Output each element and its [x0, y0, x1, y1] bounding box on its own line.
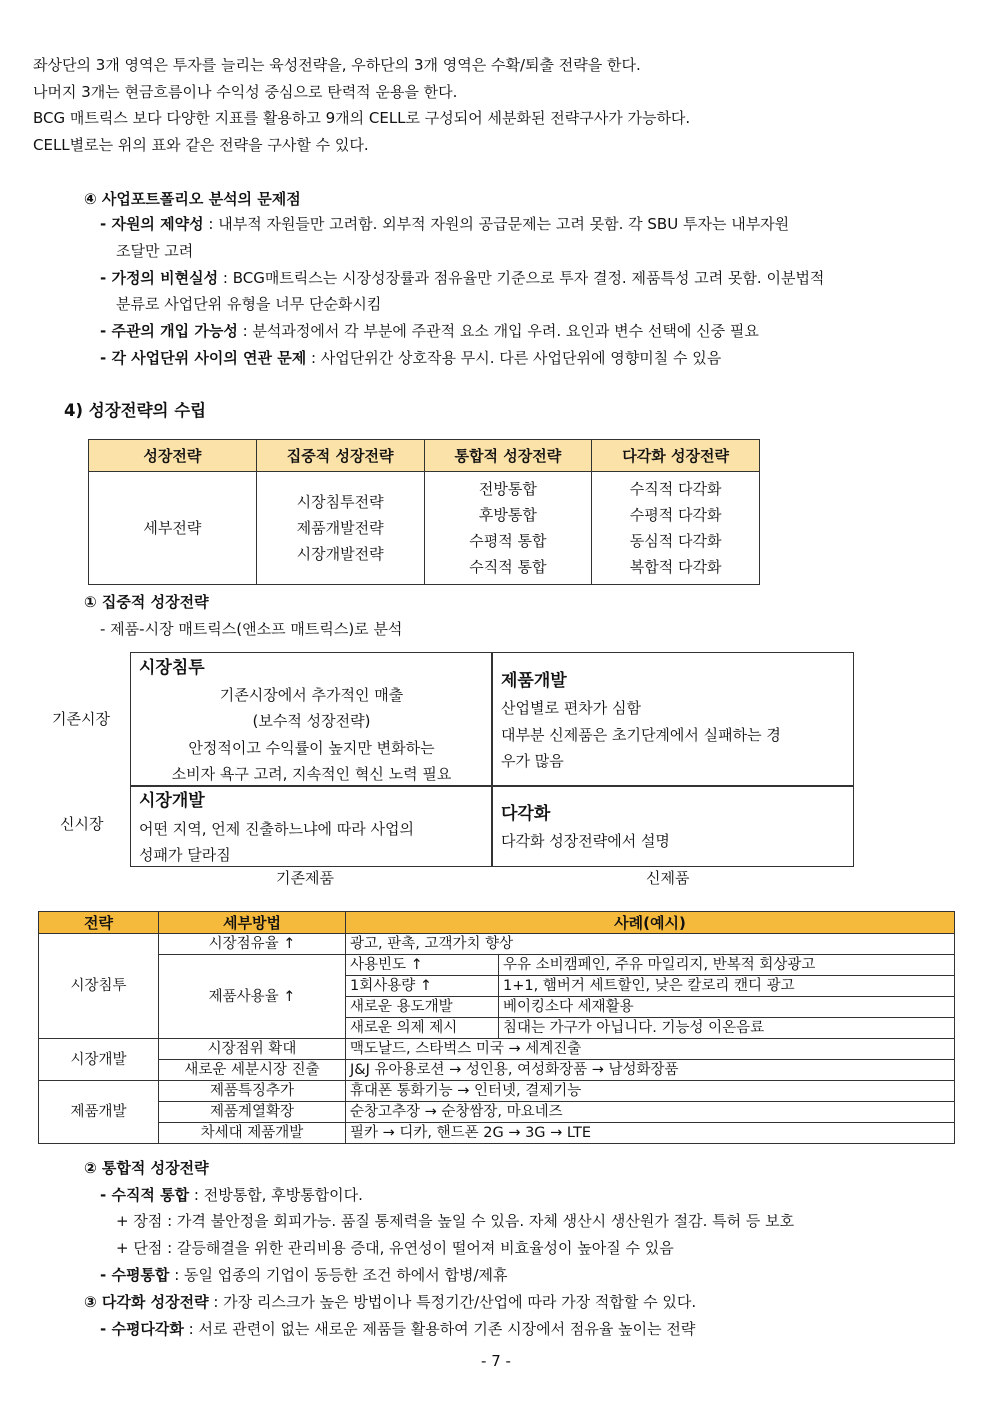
text: : 동일 업종의 기업이 동등한 조건 하에서 합병/제휴: [169, 1266, 508, 1284]
cell-item: 수평적 통합: [469, 532, 547, 550]
horizontal-integration-line: [100, 1265, 507, 1285]
term: - 수평통합: [100, 1266, 170, 1284]
method-cell: 제품특징추가: [159, 1081, 346, 1102]
matrix-cell-text: 우가 많음: [501, 752, 564, 770]
sub-method-cell: 새로운 용도개발: [346, 997, 499, 1018]
matrix-cell-title: 다각화: [501, 804, 551, 824]
table-row: [39, 955, 955, 976]
problem-text: : 내부적 자원들만 고려함. 외부적 자원의 공급문제는 고려 못함. 각 SBU 투자는 내부자원: [203, 215, 790, 233]
intro-line-4: CELL별로는 위의 표와 같은 전략을 구사할 수 있다.: [33, 136, 369, 154]
header-cell: 성장전략: [89, 440, 257, 472]
header-cell: 세부방법: [159, 912, 346, 934]
example-cell: 침대는 가구가 아닙니다. 기능성 이온음료: [499, 1018, 955, 1039]
cell-item: 수직적 다각화: [629, 480, 722, 498]
table-header-row: [89, 440, 760, 472]
table-row: [39, 1123, 955, 1144]
cell-item: 복합적 다각화: [629, 558, 722, 576]
row-label-existing-market: 기존시장: [52, 710, 110, 728]
matrix-cell-market-development: [130, 785, 493, 867]
header-cell: 사례(예시): [346, 912, 955, 934]
header-cell: 다각화 성장전략: [592, 440, 760, 472]
method-cell: 제품사용율 ↑: [159, 955, 346, 1039]
table-row: [39, 934, 955, 955]
problem-text: : BCG매트릭스는 시장성장률과 점유율만 기준으로 투자 결정. 제품특성 고려 못함. 이분법적: [218, 269, 825, 287]
example-cell: 베이킹소다 세재활용: [499, 997, 955, 1018]
strategy-label: 시장개발: [39, 1039, 159, 1081]
pro-line: + 장점 : 가격 불안정을 회피가능. 품질 통제력을 높일 수 있음. 자체 생산시 생산원가 절감. 특허 등 보호: [116, 1212, 795, 1230]
text: : 가장 리스크가 높은 방법이나 특정기간/산업에 따라 가장 적합할 수 있다.: [208, 1293, 697, 1311]
text: : 전방통합, 후방통합이다.: [189, 1186, 363, 1204]
strategy-label: 제품개발: [39, 1081, 159, 1144]
intensive-cell: [256, 472, 424, 585]
matrix-cell-title: 제품개발: [501, 671, 567, 691]
intensive-sub: - 제품-시장 매트릭스(앤소프 매트릭스)로 분석: [100, 620, 403, 638]
col-label-existing-product: 기존제품: [276, 869, 334, 887]
table-row: [39, 1102, 955, 1123]
problem-term: - 자원의 제약성: [100, 215, 204, 233]
problem-item-4: [100, 348, 721, 368]
table-header-row: [39, 912, 955, 934]
matrix-cell-text: 어떤 지역, 언제 진출하느냐에 따라 사업의: [139, 820, 414, 838]
row-label: 세부전략: [89, 472, 257, 585]
matrix-cell-title: 시장개발: [139, 791, 205, 811]
strategy-label: 시장침투: [39, 934, 159, 1039]
section-heading: 4) 성장전략의 수립: [64, 401, 207, 420]
method-cell: 새로운 세분시장 진출: [159, 1060, 346, 1081]
cell-item: 전방통합: [478, 480, 537, 498]
header-cell: 통합적 성장전략: [424, 440, 592, 472]
matrix-cell-text: 안정적이고 수익률이 높지만 변화하는: [188, 739, 435, 757]
sub-method-cell: 사용빈도 ↑: [346, 955, 499, 976]
example-cell: 필카 → 디카, 핸드폰 2G → 3G → LTE: [346, 1123, 955, 1144]
cell-item: 후방통합: [478, 506, 537, 524]
problem-term: - 각 사업단위 사이의 연관 문제: [100, 349, 307, 367]
cell-item: 동심적 다각화: [629, 532, 722, 550]
cell-item: 제품개발전략: [296, 519, 384, 537]
matrix-cell-text: 기존시장에서 추가적인 매출: [219, 686, 404, 704]
problem-item-1-cont: 조달만 고려: [116, 242, 194, 260]
problem-term: - 가정의 비현실성: [100, 269, 219, 287]
example-cell: 광고, 판촉, 고객가치 향상: [346, 934, 955, 955]
matrix-cell-penetration: [130, 652, 493, 787]
intro-line-1: 좌상단의 3개 영역은 투자를 늘리는 육성전략을, 우하단의 3개 영역은 수확/퇴출 전략을 한다.: [33, 56, 641, 74]
term: - 수평다각화: [100, 1320, 184, 1338]
table-row: [39, 1039, 955, 1060]
term: ③ 다각화 성장전략: [84, 1293, 209, 1311]
problem-item-2-cont: 분류로 사업단위 유형을 너무 단순화시킴: [116, 295, 382, 313]
problem-text: : 사업단위간 상호작용 무시. 다른 사업단위에 영향미칠 수 있음: [306, 349, 722, 367]
growth-strategy-table: [88, 439, 760, 585]
example-cell: J&J 유아용로션 → 성인용, 여성화장품 → 남성화장품: [346, 1060, 955, 1081]
method-cell: 차세대 제품개발: [159, 1123, 346, 1144]
example-cell: 우유 소비캠페인, 주유 마일리지, 반복적 회상광고: [499, 955, 955, 976]
table-row: [89, 472, 760, 585]
matrix-cell-text: 대부분 신제품은 초기단계에서 실패하는 경: [501, 726, 781, 744]
diversification-heading: [84, 1292, 696, 1312]
cell-item: 수평적 다각화: [629, 506, 722, 524]
con-line: + 단점 : 갈등해결을 위한 관리비용 증대, 유연성이 떨어져 비효율성이 높아질 수 있음: [116, 1239, 674, 1257]
horizontal-diversification-line: [100, 1319, 695, 1339]
method-cell: 제품계열확장: [159, 1102, 346, 1123]
intro-line-3: BCG 매트릭스 보다 다양한 지표를 활용하고 9개의 CELL로 구성되어 세분화된 전략구사가 가능하다.: [33, 109, 691, 127]
strategy-examples-table: [38, 911, 955, 1144]
matrix-cell-diversification: [491, 785, 854, 867]
sub-method-cell: 새로운 의제 제시: [346, 1018, 499, 1039]
vertical-integration-line: [100, 1185, 363, 1205]
method-cell: 시장점위 확대: [159, 1039, 346, 1060]
page-number: - 7 -: [481, 1352, 511, 1370]
integrative-cell: [424, 472, 592, 585]
diversification-cell: [592, 472, 760, 585]
term: - 수직적 통합: [100, 1186, 190, 1204]
matrix-cell-product-development: [491, 652, 854, 787]
problem-item-2: [100, 268, 824, 288]
matrix-cell-text: 성패가 달라짐: [139, 846, 231, 864]
sub-method-cell: 1회사용량 ↑: [346, 976, 499, 997]
header-cell: 집중적 성장전략: [256, 440, 424, 472]
example-cell: 휴대폰 통화기능 → 인터넷, 결제기능: [346, 1081, 955, 1102]
text: : 서로 관련이 없는 새로운 제품들 활용하여 기존 시장에서 점유율 높이는 전략: [183, 1320, 696, 1338]
table-row: [39, 1060, 955, 1081]
matrix-cell-text: 소비자 욕구 고려, 지속적인 혁신 노력 필요: [171, 765, 452, 783]
row-label-new-market: 신시장: [60, 815, 104, 833]
intensive-heading: ① 집중적 성장전략: [84, 593, 209, 611]
integrative-heading: ② 통합적 성장전략: [84, 1159, 209, 1177]
cell-item: 수직적 통합: [469, 558, 547, 576]
example-cell: 1+1, 햄버거 세트할인, 낮은 칼로리 캔디 광고: [499, 976, 955, 997]
problem-term: - 주관의 개입 가능성: [100, 322, 238, 340]
example-cell: 맥도날드, 스타벅스 미국 → 세계진출: [346, 1039, 955, 1060]
problem-text: : 분석과정에서 각 부분에 주관적 요소 개입 우려. 요인과 변수 선택에 신중 필요: [237, 322, 759, 340]
matrix-cell-title: 시장침투: [139, 658, 205, 678]
cell-item: 시장침투전략: [296, 493, 384, 511]
method-cell: 시장점유율 ↑: [159, 934, 346, 955]
matrix-cell-text: (보수적 성장전략): [252, 712, 371, 730]
problem-item-1: [100, 214, 789, 234]
example-cell: 순창고추장 → 순창쌈장, 마요네즈: [346, 1102, 955, 1123]
table-row: [39, 1081, 955, 1102]
matrix-cell-text: 산업별로 편차가 심함: [501, 699, 641, 717]
cell-item: 시장개발전략: [296, 545, 384, 563]
header-cell: 전략: [39, 912, 159, 934]
problems-heading: ④ 사업포트폴리오 분석의 문제점: [84, 190, 301, 208]
col-label-new-product: 신제품: [646, 869, 690, 887]
matrix-cell-text: 다각화 성장전략에서 설명: [501, 832, 670, 850]
intro-line-2: 나머지 3개는 현금흐름이나 수익성 중심으로 탄력적 운용을 한다.: [33, 83, 458, 101]
problem-item-3: [100, 321, 759, 341]
